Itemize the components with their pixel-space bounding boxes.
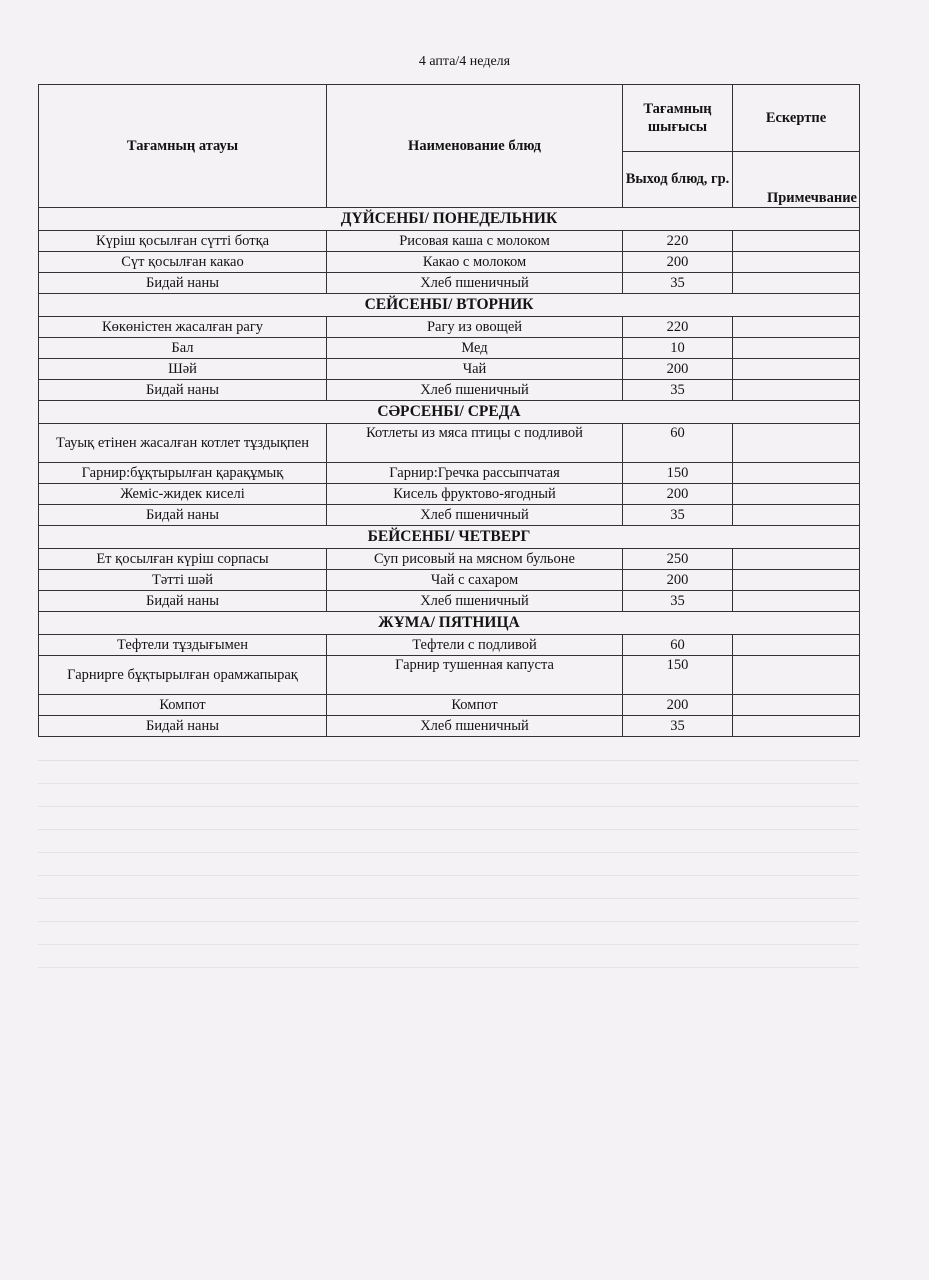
- dish-note: [733, 484, 860, 505]
- header-note-kz: Ескертпе: [733, 85, 860, 152]
- dish-name-ru: Рагу из овощей: [327, 317, 623, 338]
- dish-name-ru: Тефтели с подливой: [327, 635, 623, 656]
- dish-note: [733, 252, 860, 273]
- table-row: [39, 570, 860, 591]
- table-row: [39, 463, 860, 484]
- dish-output-grams: 220: [623, 317, 733, 338]
- dish-output-grams: 250: [623, 549, 733, 570]
- dish-output-grams: 60: [623, 635, 733, 656]
- table-row: [39, 695, 860, 716]
- dish-name-kz: Бидай наны: [39, 716, 327, 737]
- table-row: [39, 338, 860, 359]
- dish-note: [733, 570, 860, 591]
- dish-note: [733, 231, 860, 252]
- day-title: ДҮЙСЕНБІ/ ПОНЕДЕЛЬНИК: [39, 208, 860, 231]
- dish-name-kz: Тәтті шәй: [39, 570, 327, 591]
- table-row: [39, 505, 860, 526]
- dish-name-kz: Тефтели тұздығымен: [39, 635, 327, 656]
- dish-name-ru: Гарнир тушенная капуста: [327, 656, 623, 695]
- table-row: [39, 231, 860, 252]
- dish-note: [733, 635, 860, 656]
- table-header: [39, 85, 860, 208]
- day-header-row: [39, 208, 860, 231]
- dish-note: [733, 380, 860, 401]
- table-row: [39, 424, 860, 463]
- dish-output-grams: 200: [623, 484, 733, 505]
- dish-note: [733, 591, 860, 612]
- header-name-ru: Наименование блюд: [327, 85, 623, 208]
- dish-note: [733, 317, 860, 338]
- dish-name-kz: Тауық етінен жасалған котлет тұздықпен: [39, 424, 327, 463]
- table-row: [39, 359, 860, 380]
- table-row: [39, 716, 860, 737]
- dish-name-ru: Кисель фруктово-ягодный: [327, 484, 623, 505]
- table-row: [39, 635, 860, 656]
- dish-note: [733, 656, 860, 695]
- dish-name-ru: Суп рисовый на мясном бульоне: [327, 549, 623, 570]
- dish-output-grams: 200: [623, 695, 733, 716]
- dish-name-kz: Сүт қосылған какао: [39, 252, 327, 273]
- dish-note: [733, 338, 860, 359]
- header-note-ru: Примечвание: [733, 151, 860, 207]
- dish-name-kz: Бал: [39, 338, 327, 359]
- dish-output-grams: 35: [623, 380, 733, 401]
- day-title: СӘРСЕНБІ/ СРЕДА: [39, 401, 860, 424]
- header-name-kz: Тағамның атауы: [39, 85, 327, 208]
- day-header-row: [39, 294, 860, 317]
- dish-name-ru: Хлеб пшеничный: [327, 380, 623, 401]
- dish-output-grams: 10: [623, 338, 733, 359]
- dish-output-grams: 150: [623, 656, 733, 695]
- dish-output-grams: 35: [623, 591, 733, 612]
- day-header-row: [39, 526, 860, 549]
- dish-name-ru: Хлеб пшеничный: [327, 273, 623, 294]
- dish-name-kz: Бидай наны: [39, 505, 327, 526]
- bleed-through-shadow: [38, 760, 859, 991]
- table-row: [39, 317, 860, 338]
- dish-name-kz: Гарнирге бұқтырылған орамжапырақ: [39, 656, 327, 695]
- dish-output-grams: 200: [623, 359, 733, 380]
- dish-name-kz: Бидай наны: [39, 591, 327, 612]
- day-header-row: [39, 612, 860, 635]
- dish-name-ru: Компот: [327, 695, 623, 716]
- dish-name-kz: Гарнир:бұқтырылған қарақұмық: [39, 463, 327, 484]
- table-row: [39, 484, 860, 505]
- dish-output-grams: 200: [623, 570, 733, 591]
- dish-name-kz: Бидай наны: [39, 273, 327, 294]
- dish-name-kz: Ет қосылған күріш сорпасы: [39, 549, 327, 570]
- table-row: [39, 273, 860, 294]
- day-title: ЖҰМА/ ПЯТНИЦА: [39, 612, 860, 635]
- dish-output-grams: 60: [623, 424, 733, 463]
- dish-name-ru: Какао с молоком: [327, 252, 623, 273]
- table-row: [39, 549, 860, 570]
- dish-note: [733, 695, 860, 716]
- dish-note: [733, 424, 860, 463]
- dish-output-grams: 200: [623, 252, 733, 273]
- table-body: [39, 208, 860, 737]
- dish-name-ru: Чай с сахаром: [327, 570, 623, 591]
- dish-name-ru: Котлеты из мяса птицы с подливой: [327, 424, 623, 463]
- header-output-kz: Тағамның шығысы: [623, 85, 733, 152]
- dish-note: [733, 716, 860, 737]
- dish-note: [733, 273, 860, 294]
- dish-name-ru: Чай: [327, 359, 623, 380]
- dish-name-kz: Шәй: [39, 359, 327, 380]
- dish-name-kz: Күріш қосылған сүтті ботқа: [39, 231, 327, 252]
- dish-name-ru: Хлеб пшеничный: [327, 591, 623, 612]
- dish-output-grams: 220: [623, 231, 733, 252]
- dish-name-kz: Көкөністен жасалған рагу: [39, 317, 327, 338]
- dish-name-ru: Хлеб пшеничный: [327, 505, 623, 526]
- page-title: 4 апта/4 неделя: [418, 54, 511, 69]
- table-row: [39, 656, 860, 695]
- dish-output-grams: 35: [623, 716, 733, 737]
- menu-table: [38, 84, 860, 737]
- dish-output-grams: 150: [623, 463, 733, 484]
- dish-note: [733, 505, 860, 526]
- dish-name-ru: Рисовая каша с молоком: [327, 231, 623, 252]
- day-title: СЕЙСЕНБІ/ ВТОРНИК: [39, 294, 860, 317]
- table-row: [39, 252, 860, 273]
- dish-name-kz: Бидай наны: [39, 380, 327, 401]
- table-row: [39, 591, 860, 612]
- dish-note: [733, 463, 860, 484]
- dish-note: [733, 549, 860, 570]
- table-row: [39, 380, 860, 401]
- day-header-row: [39, 401, 860, 424]
- header-output-ru: Выход блюд, гр.: [623, 151, 733, 207]
- dish-name-kz: Жеміс-жидек киселі: [39, 484, 327, 505]
- dish-name-ru: Мед: [327, 338, 623, 359]
- dish-note: [733, 359, 860, 380]
- dish-output-grams: 35: [623, 505, 733, 526]
- dish-name-kz: Компот: [39, 695, 327, 716]
- day-title: БЕЙСЕНБІ/ ЧЕТВЕРГ: [39, 526, 860, 549]
- dish-output-grams: 35: [623, 273, 733, 294]
- dish-name-ru: Гарнир:Гречка рассыпчатая: [327, 463, 623, 484]
- dish-name-ru: Хлеб пшеничный: [327, 716, 623, 737]
